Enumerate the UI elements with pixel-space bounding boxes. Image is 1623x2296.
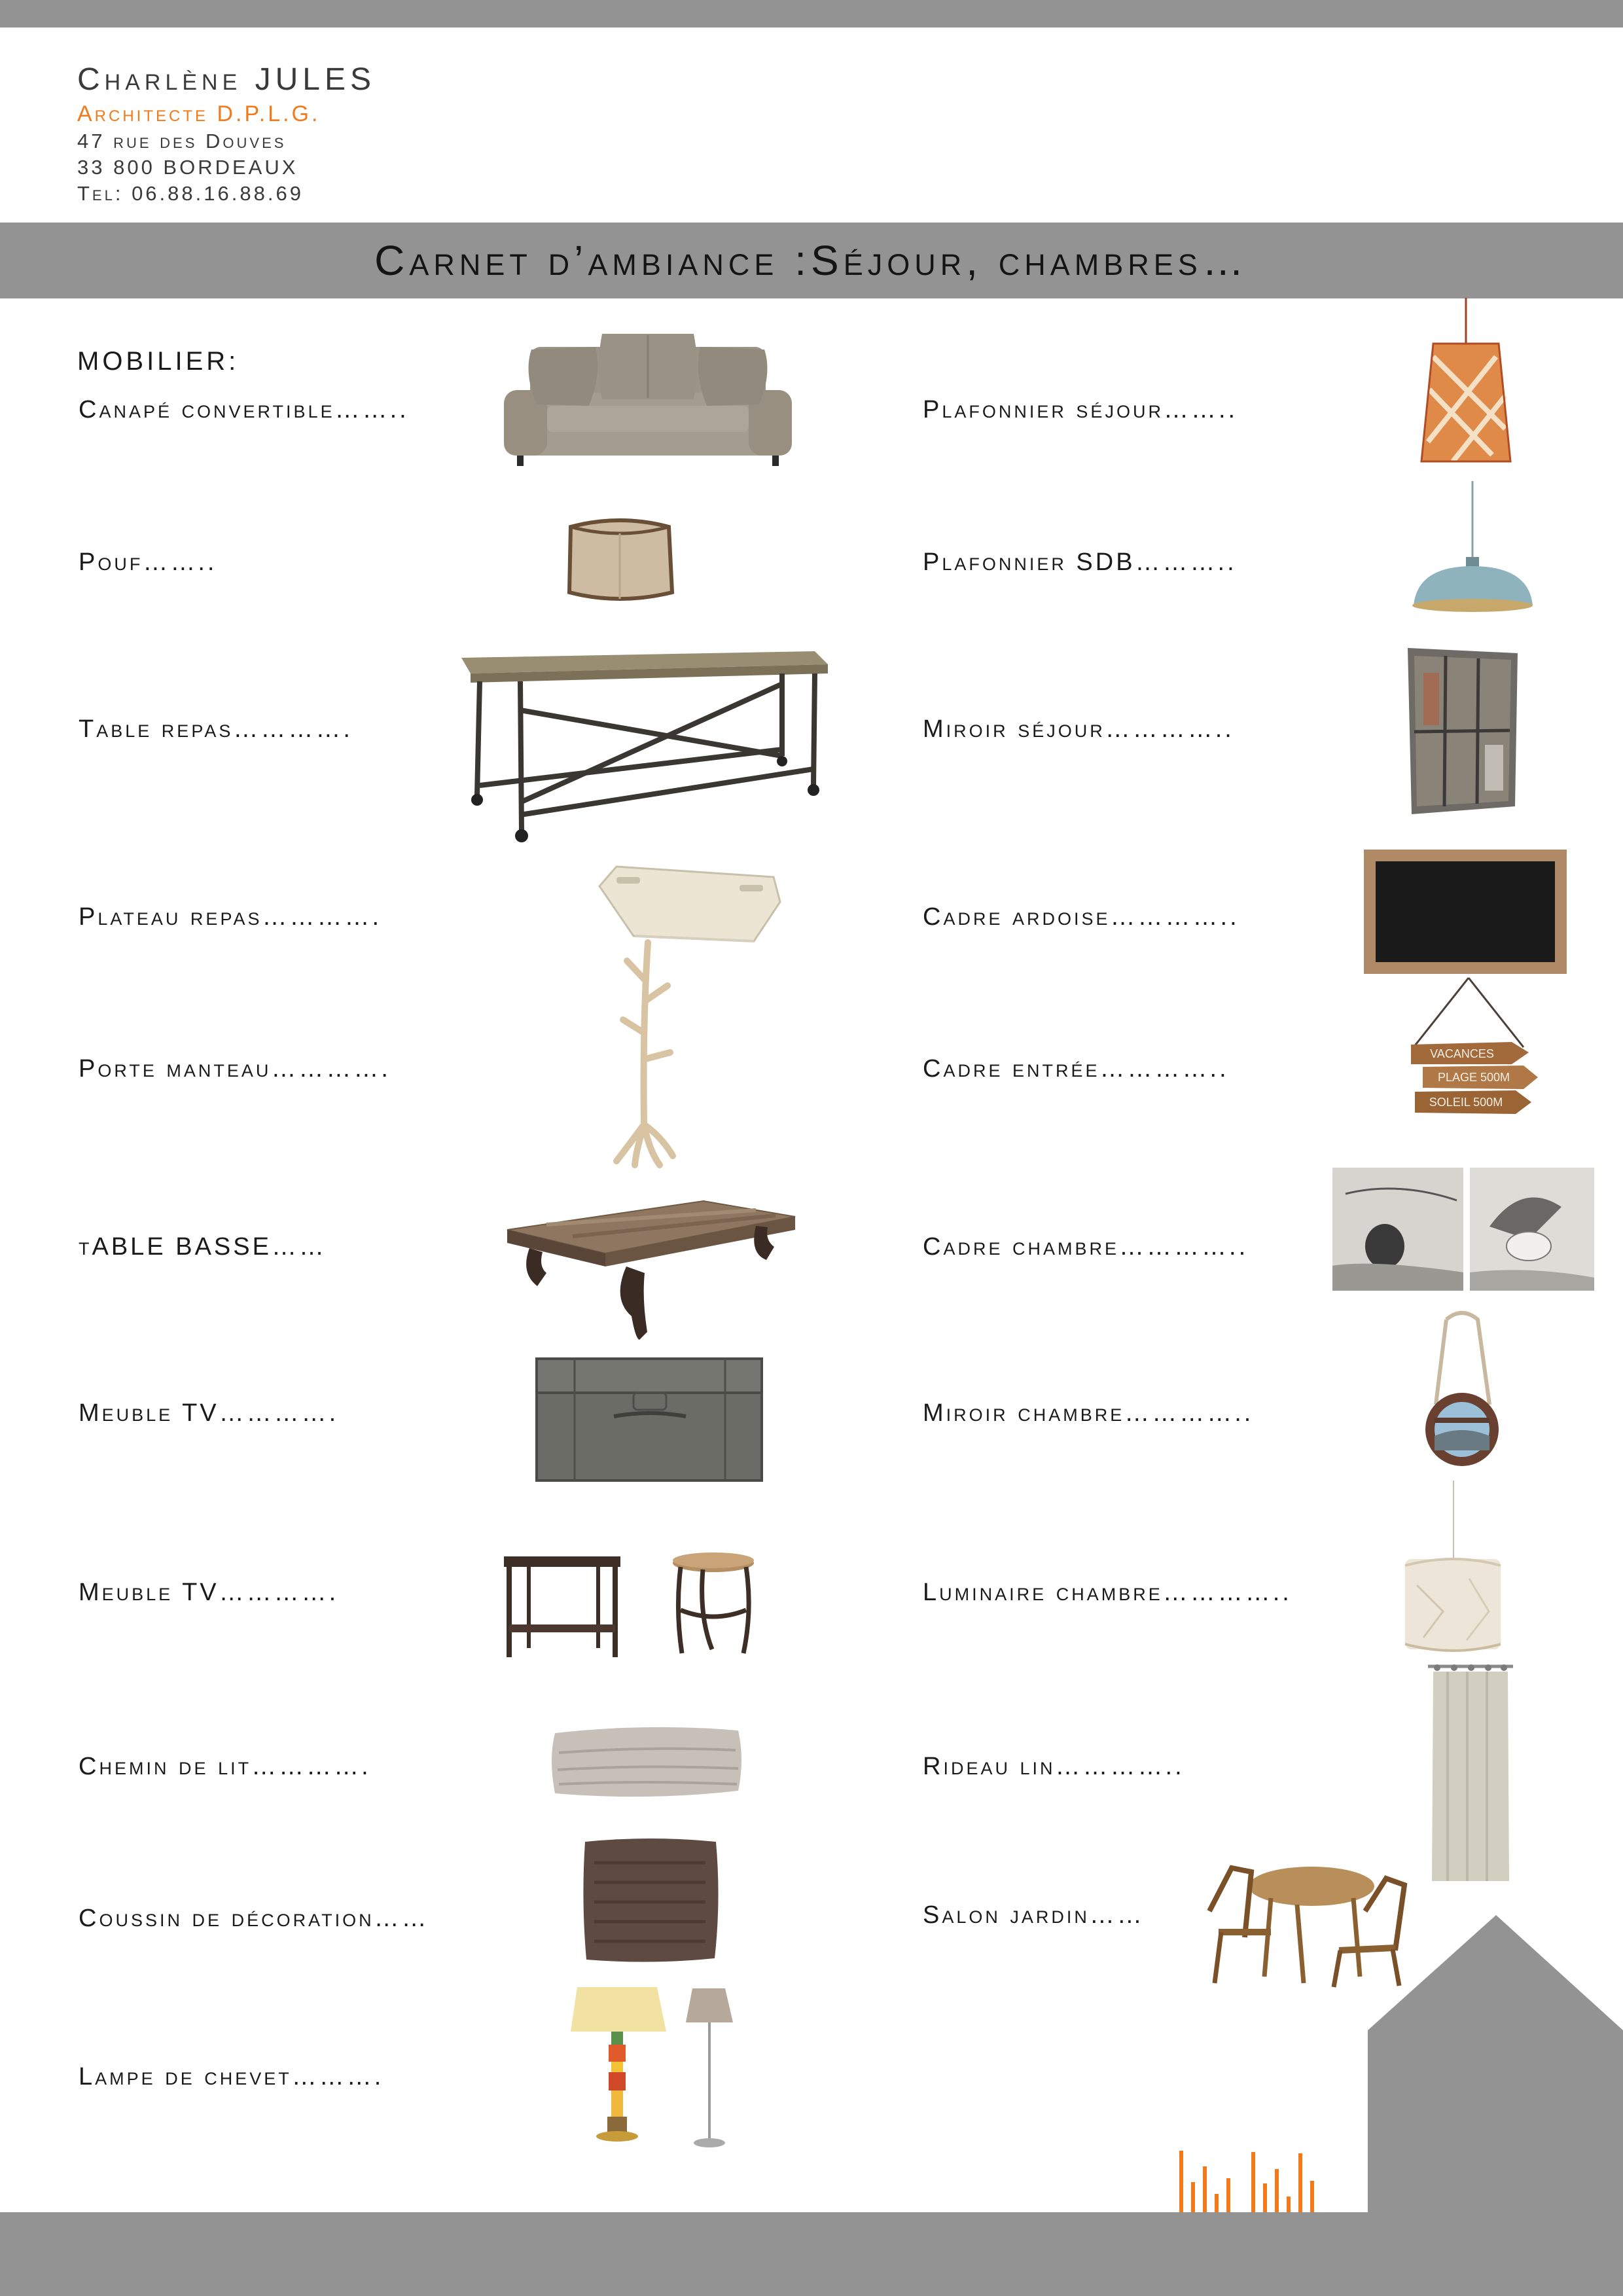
label-miroir-sejour: Miroir séjour…………..: [923, 715, 1234, 743]
cushion-image: [581, 1837, 720, 1965]
sign-text-2: PLAGE 500M: [1437, 1071, 1510, 1084]
label-cadre-chambre: Cadre chambre…………..: [923, 1233, 1249, 1261]
address-city: 33 800 BORDEAUX: [77, 156, 298, 179]
label-salon-jardin: Salon jardin……: [923, 1901, 1145, 1929]
label-cadre-ardoise: Cadre ardoise…………..: [923, 903, 1240, 931]
label-cadre-entree: Cadre entrée…………..: [923, 1055, 1229, 1083]
label-table-basse: tABLE BASSE……: [79, 1233, 327, 1261]
ceiling-lamp-living-image: [1414, 298, 1518, 468]
label-pouf: Pouf……..: [79, 548, 217, 576]
tv-trunk-image: [535, 1354, 764, 1484]
bedside-lamps-image: [568, 1983, 751, 2160]
label-miroir-chambre: Miroir chambre…………..: [923, 1399, 1254, 1427]
pouf-image: [564, 507, 675, 612]
label-rideau-lin: Rideau lin…………..: [923, 1753, 1185, 1780]
phone: Tel: 06.88.16.88.69: [77, 182, 304, 205]
label-plafonnier-sdb: Plafonnier SDB………..: [923, 548, 1237, 576]
house-shape-decoration: [1368, 1915, 1623, 2216]
label-plateau-repas: Plateau repas………….: [79, 903, 382, 931]
bedroom-frames-image: [1332, 1168, 1594, 1292]
tray-coatrack-image: [597, 863, 783, 1170]
sign-text-3: SOLEIL 500M: [1429, 1096, 1503, 1109]
architect-title: Architecte D.P.L.G.: [77, 101, 321, 126]
title-band: [0, 223, 1623, 298]
label-meuble-tv-2: Meuble TV………….: [79, 1579, 339, 1606]
address-street: 47 rue des Douves: [77, 130, 287, 152]
side-tables-image: [503, 1551, 777, 1669]
bed-throw-image: [548, 1720, 745, 1805]
label-meuble-tv-1: Meuble TV………….: [79, 1399, 339, 1427]
label-coussin: Coussin de décoration……: [79, 1905, 429, 1932]
top-band: [0, 0, 1623, 27]
label-canape: Canapé convertible……..: [79, 396, 409, 423]
bedroom-mirror-image: [1420, 1313, 1505, 1467]
page-title: Carnet d’ambiance :Séjour, chambres…: [374, 237, 1249, 284]
label-luminaire-chambre: Luminaire chambre…………..: [923, 1579, 1292, 1606]
dining-table-image: [461, 645, 828, 848]
chalkboard-frame-image: [1364, 850, 1567, 974]
orange-bars-logo: [1178, 2140, 1342, 2214]
label-plafonnier-sejour: Plafonnier séjour……..: [923, 396, 1238, 423]
label-table-repas: Table repas………….: [79, 715, 353, 743]
sign-text-1: VACANCES: [1430, 1047, 1494, 1060]
ceiling-lamp-bathroom-image: [1404, 481, 1542, 612]
coffee-table-image: [507, 1201, 795, 1345]
entrance-sign-image: [1400, 975, 1538, 1119]
label-porte-manteau: Porte manteau………….: [79, 1055, 391, 1083]
architect-name: Charlène JULES: [77, 62, 376, 97]
bedroom-pendant-image: [1404, 1480, 1502, 1651]
letterhead: [77, 60, 376, 207]
sofa-image: [504, 327, 792, 484]
label-lampe-chevet: Lampe de chevet……….: [79, 2063, 384, 2090]
label-chemin-de-lit: Chemin de lit………….: [79, 1753, 371, 1780]
section-label: MOBILIER:: [77, 347, 240, 376]
mirror-living-image: [1404, 647, 1522, 817]
bottom-band: [0, 2212, 1623, 2296]
linen-curtain-image: [1428, 1661, 1513, 1884]
